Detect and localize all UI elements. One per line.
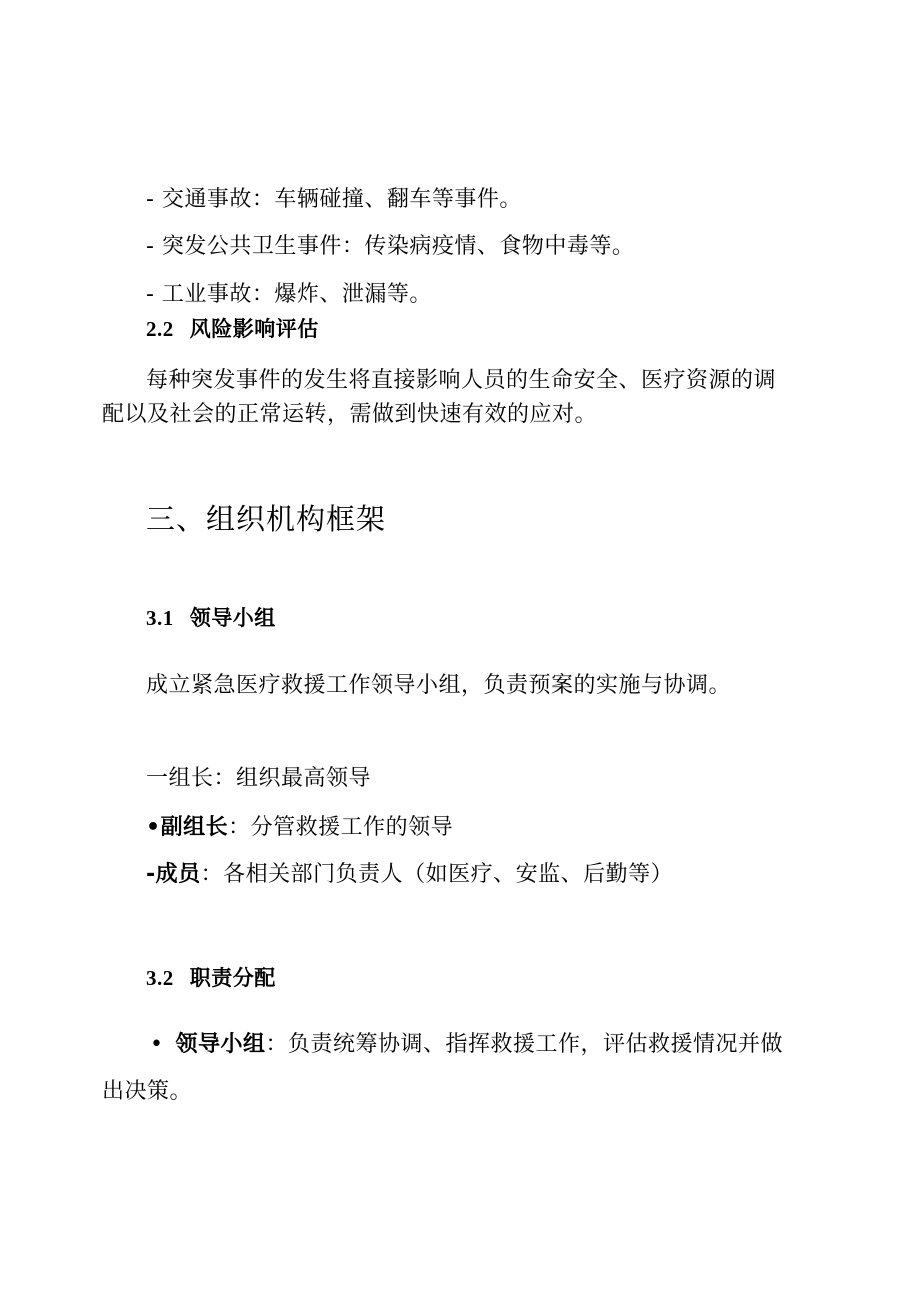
- role-prefix: •: [146, 815, 161, 840]
- paragraph-line: [102, 400, 597, 430]
- role-label: 组长: [168, 766, 214, 791]
- list-item-public-health: [146, 232, 634, 262]
- paragraph-line: [146, 366, 776, 396]
- duty-prefix: •: [150, 1032, 164, 1057]
- subsection-number: 3.1: [146, 606, 174, 630]
- section-heading-3: [146, 500, 386, 538]
- duty-item-leadership-group: [150, 1030, 783, 1060]
- subsection-heading-3-1: [146, 603, 276, 633]
- paragraph-text: 出决策。: [102, 1079, 193, 1104]
- subsection-title: 职责分配: [189, 966, 276, 990]
- subsection-title: 风险影响评估: [189, 317, 319, 341]
- list-item-text: - 交通事故：车辆碰撞、翻车等事件。: [146, 187, 522, 212]
- role-item-deputy: [146, 813, 453, 843]
- section-title: 三、组织机构框架: [146, 502, 387, 536]
- role-text: ：分管救援工作的领导: [228, 815, 454, 840]
- role-text: ：组织最高领导: [213, 766, 372, 791]
- list-item-traffic-accident: [146, 185, 522, 215]
- list-item-industrial-accident: [146, 280, 432, 310]
- subsection-heading-3-2: [146, 963, 276, 993]
- role-label: 成员: [155, 862, 201, 887]
- subsection-number: 2.2: [146, 317, 174, 341]
- subsection-number: 3.2: [146, 966, 174, 990]
- subsection-heading-2-2: [146, 314, 319, 344]
- paragraph-text: 配以及社会的正常运转，需做到快速有效的应对。: [102, 402, 598, 427]
- role-text: ：各相关部门负责人（如医疗、安监、后勤等）: [200, 862, 674, 887]
- paragraph-text: 成立紧急医疗救援工作领导小组，负责预案的实施与协调。: [146, 673, 732, 698]
- paragraph-line: [102, 1077, 192, 1107]
- duty-text: ：负责统筹协调、指挥救援工作，评估救援情况并做: [265, 1032, 784, 1057]
- duty-label: 领导小组: [175, 1032, 266, 1057]
- role-item-members: [146, 860, 673, 890]
- list-item-text: - 突发公共卫生事件：传染病疫情、食物中毒等。: [146, 234, 635, 259]
- paragraph-text: 每种突发事件的发生将直接影响人员的生命安全、医疗资源的调: [146, 368, 777, 393]
- role-item-leader: [146, 764, 371, 794]
- list-item-text: - 工业事故：爆炸、泄漏等。: [146, 282, 432, 307]
- paragraph-line: [146, 671, 731, 701]
- role-label: 副组长: [160, 815, 229, 840]
- subsection-title: 领导小组: [189, 606, 276, 630]
- role-prefix: -: [146, 862, 156, 887]
- role-prefix: 一: [146, 766, 169, 791]
